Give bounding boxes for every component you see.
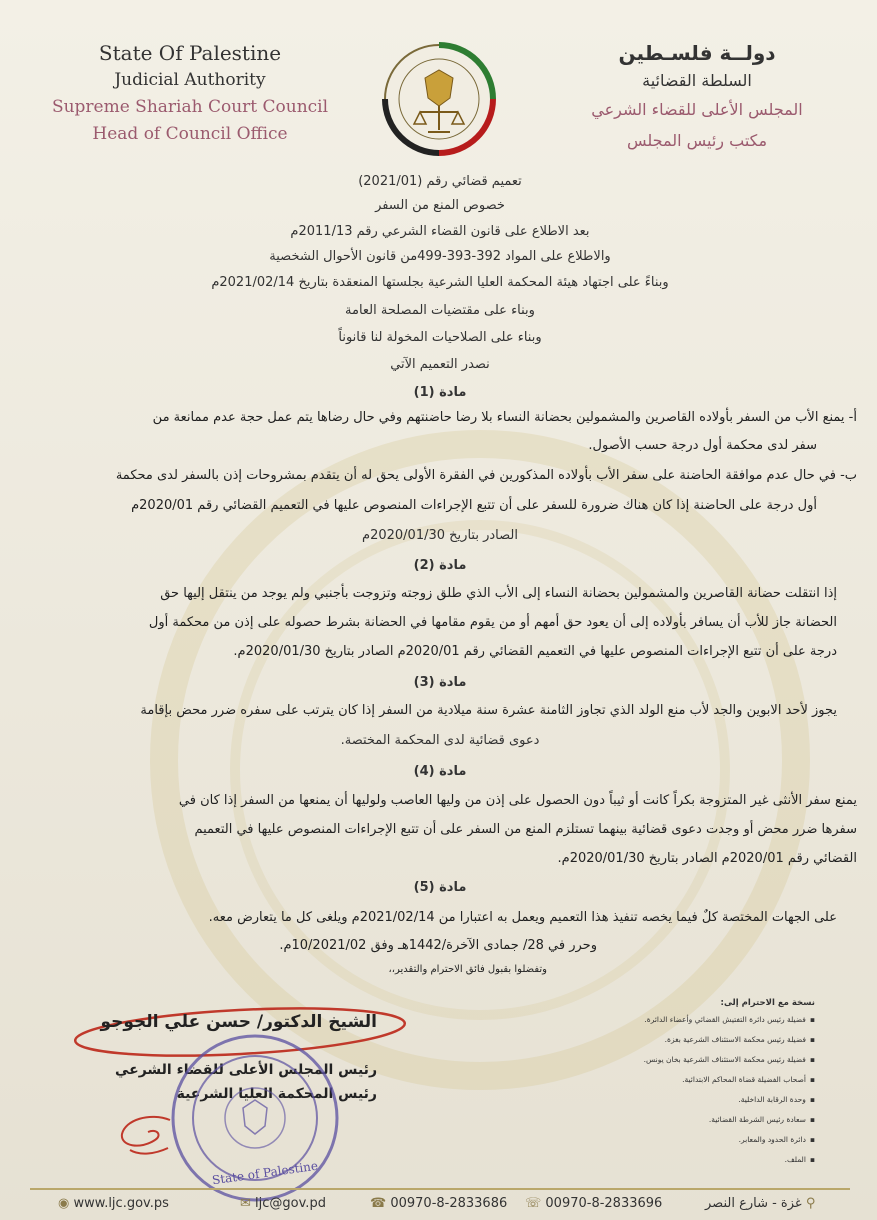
cc-item: ▪ سعادة رئيس الشرطة القضائية. bbox=[570, 1115, 815, 1124]
circular-subject: خصوص المنع من السفر bbox=[375, 198, 505, 213]
article-3-line-1: يجوز لأحد الابوين والجد لأب منع الولد الذي تجاوز الثامنة عشرة سنة ميلادية من السفر إذا كان يترتب على سفره ضرر محض بإقامة bbox=[140, 703, 837, 718]
footer-website bbox=[58, 1196, 169, 1211]
article-4-title: مادة (4) bbox=[413, 764, 467, 779]
cc-item: ▪ الملف. bbox=[570, 1155, 815, 1164]
article-1-para-b: ب- في حال عدم موافقة الحاضنة على سفر الأب بأولاده المذكورين في الفقرة الأولى يحق له أن يتقدم بمشروحات إذن بالسفر لدى محكمة bbox=[115, 468, 857, 483]
footer-address bbox=[705, 1196, 815, 1211]
article-4-line-1: يمنع سفر الأنثى غير المتزوجة بكراً كانت أو ثيباً دون الحصول على إذن من وليها العاصب ولوليها أن يمنعها من السفر إذا كان في bbox=[178, 793, 857, 808]
fax-icon: ☏ bbox=[525, 1196, 542, 1211]
article-1-para-a-cont: سفر لدى محكمة أول درجة حسب الأصول. bbox=[588, 438, 817, 453]
signatory-title-1: رئيس المجلس الأعلى للقضاء الشرعي bbox=[114, 1062, 377, 1078]
footer-phone-2-text: 00970-8-2833696 bbox=[545, 1196, 663, 1211]
preamble-line-3: وبناءً على اجتهاد هيئة المحكمة العليا الشرعية بجلستها المنعقدة بتاريخ 2021/02/14م bbox=[211, 275, 669, 290]
cc-item: ▪ دائرة الحدود والمعابر. bbox=[570, 1135, 815, 1144]
footer-phone-1-text: 00970-8-2833686 bbox=[390, 1196, 508, 1211]
cc-item: ▪ وحدة الرقابة الداخلية. bbox=[570, 1095, 815, 1104]
preamble-line-5: وبناء على الصلاحيات المخولة لنا قانوناً bbox=[338, 330, 542, 345]
article-1-title: مادة (1) bbox=[413, 385, 467, 400]
location-pin-icon: ⚲ bbox=[805, 1196, 816, 1211]
footer-email bbox=[240, 1196, 326, 1211]
cc-heading: نسخة مع الاحترام إلى: bbox=[720, 998, 815, 1008]
article-2-title: مادة (2) bbox=[413, 558, 467, 573]
issue-date-line: وحرر في 28/ جمادى الآخرة/1442هـ وفق 10/2021/02م. bbox=[279, 938, 597, 953]
footer-website-text: www.ljc.gov.ps bbox=[73, 1196, 169, 1211]
header-ar-office: مكتب رئيس المجلس bbox=[626, 131, 768, 150]
article-2-line-2: الحضانة جاز للأب أن يسافر بأولاده إلى أن يعود حق أمهم أو من يقوم مقامها في الحضانة بشرط حصوله على إذن من محكمة أول bbox=[148, 615, 837, 630]
header-en-council: Supreme Shariah Court Council bbox=[51, 97, 329, 117]
stamp-text: State of Palestine bbox=[211, 1158, 319, 1188]
signatory-title-2: رئيس المحكمة العليا الشرعية bbox=[176, 1086, 377, 1102]
header-en-state: State Of Palestine bbox=[98, 41, 282, 65]
council-logo-icon bbox=[380, 40, 498, 158]
closing-line: وتفضلوا بقبول فائق الاحترام والتقدير،، bbox=[388, 964, 547, 975]
globe-icon: ◉ bbox=[58, 1196, 70, 1211]
article-2-line-1: إذا انتقلت حضانة القاصرين والمشمولين بحضانة النساء إلى الأب الذي طلق زوجته وتزوجت بأجنبي ولم يوجد من ينتقل إليها حق bbox=[160, 586, 837, 601]
article-5-title: مادة (5) bbox=[413, 880, 467, 895]
article-4-line-2: سفرها ضرر محض أو وجدت دعوى قضائية بينهما تستلزم المنع من السفر على أن تتبع الإجراءات المنصوص عليها في التعميم bbox=[194, 822, 857, 837]
email-icon: ✉ bbox=[240, 1196, 251, 1211]
article-1-para-a: أ- يمنع الأب من السفر بأولاده القاصرين والمشمولين بحضانة النساء بلا رضا حاضنتهم وفي حال رضاها يتم عمل حجة عدم ممانعة من bbox=[152, 410, 857, 425]
article-1-para-b-date: الصادر بتاريخ 2020/01/30م bbox=[362, 528, 518, 543]
footer-phone-1 bbox=[370, 1196, 507, 1211]
preamble-line-2: والاطلاع على المواد 392-393-499من قانون الأحوال الشخصية bbox=[269, 249, 611, 264]
article-1-para-b-cont: أول درجة على الحاضنة إذا كان هناك ضرورة للسفر على أن تتبع الإجراءات المنصوص عليها في التعميم القضائي رقم 2020/01م bbox=[131, 498, 817, 513]
footer-phone-2 bbox=[525, 1196, 662, 1211]
article-4-line-3: القضائي رقم 2020/01م الصادر بتاريخ 2020/01/30م. bbox=[557, 851, 857, 866]
preamble-line-4: وبناء على مقتضيات المصلحة العامة bbox=[345, 303, 535, 318]
footer-address-text: غزة - شارع النصر bbox=[705, 1196, 802, 1211]
preamble-line-6: نصدر التعميم الآتي bbox=[390, 357, 490, 372]
header-english bbox=[40, 40, 340, 148]
footer-email-text: ljc@gov.pd bbox=[255, 1196, 326, 1211]
footer-divider bbox=[30, 1188, 850, 1190]
article-2-line-3: درجة على أن تتبع الإجراءات المنصوص عليها في التعميم القضائي رقم 2020/01م الصادر بتاريخ 2020/01/30م. bbox=[233, 644, 837, 659]
cc-item: ▪ فضيلة رئيس محكمة الاستئناف الشرعية بغزة. bbox=[570, 1035, 815, 1044]
article-3-title: مادة (3) bbox=[413, 675, 467, 690]
header-ar-council: المجلس الأعلى للقضاء الشرعي bbox=[591, 100, 803, 119]
header-ar-authority: السلطة القضائية bbox=[642, 71, 752, 90]
cc-item: ▪ أصحاب الفضيلة قضاة المحاكم الابتدائية. bbox=[570, 1075, 815, 1084]
signatory-name: الشيخ الدكتور/ حسن علي الجوجو bbox=[100, 1012, 377, 1032]
article-3-line-2: دعوى قضائية لدى المحكمة المختصة. bbox=[340, 733, 540, 748]
header-arabic bbox=[577, 38, 817, 156]
cc-item: ▪ فضيلة رئيس دائرة التفتيش القضائي وأعضاء الدائرة. bbox=[570, 1015, 815, 1024]
circular-title: تعميم قضائي رقم (2021/01) bbox=[358, 174, 522, 189]
header-en-office: Head of Council Office bbox=[92, 124, 288, 144]
preamble-line-1: بعد الاطلاع على قانون القضاء الشرعي رقم 2011/13م bbox=[290, 224, 590, 239]
header-en-authority: Judicial Authority bbox=[114, 70, 266, 90]
phone-icon: ☎ bbox=[370, 1196, 387, 1211]
cc-item: ▪ فضيلة رئيس محكمة الاستئناف الشرعية بخان يونس. bbox=[570, 1055, 815, 1064]
header-ar-state: دولــة فلسـطين bbox=[618, 41, 776, 65]
article-5-line-1: على الجهات المختصة كلٌ فيما يخصه تنفيذ هذا التعميم ويعمل به اعتبارا من 2021/02/14م ويلغى كل ما يتعارض معه. bbox=[208, 910, 837, 925]
